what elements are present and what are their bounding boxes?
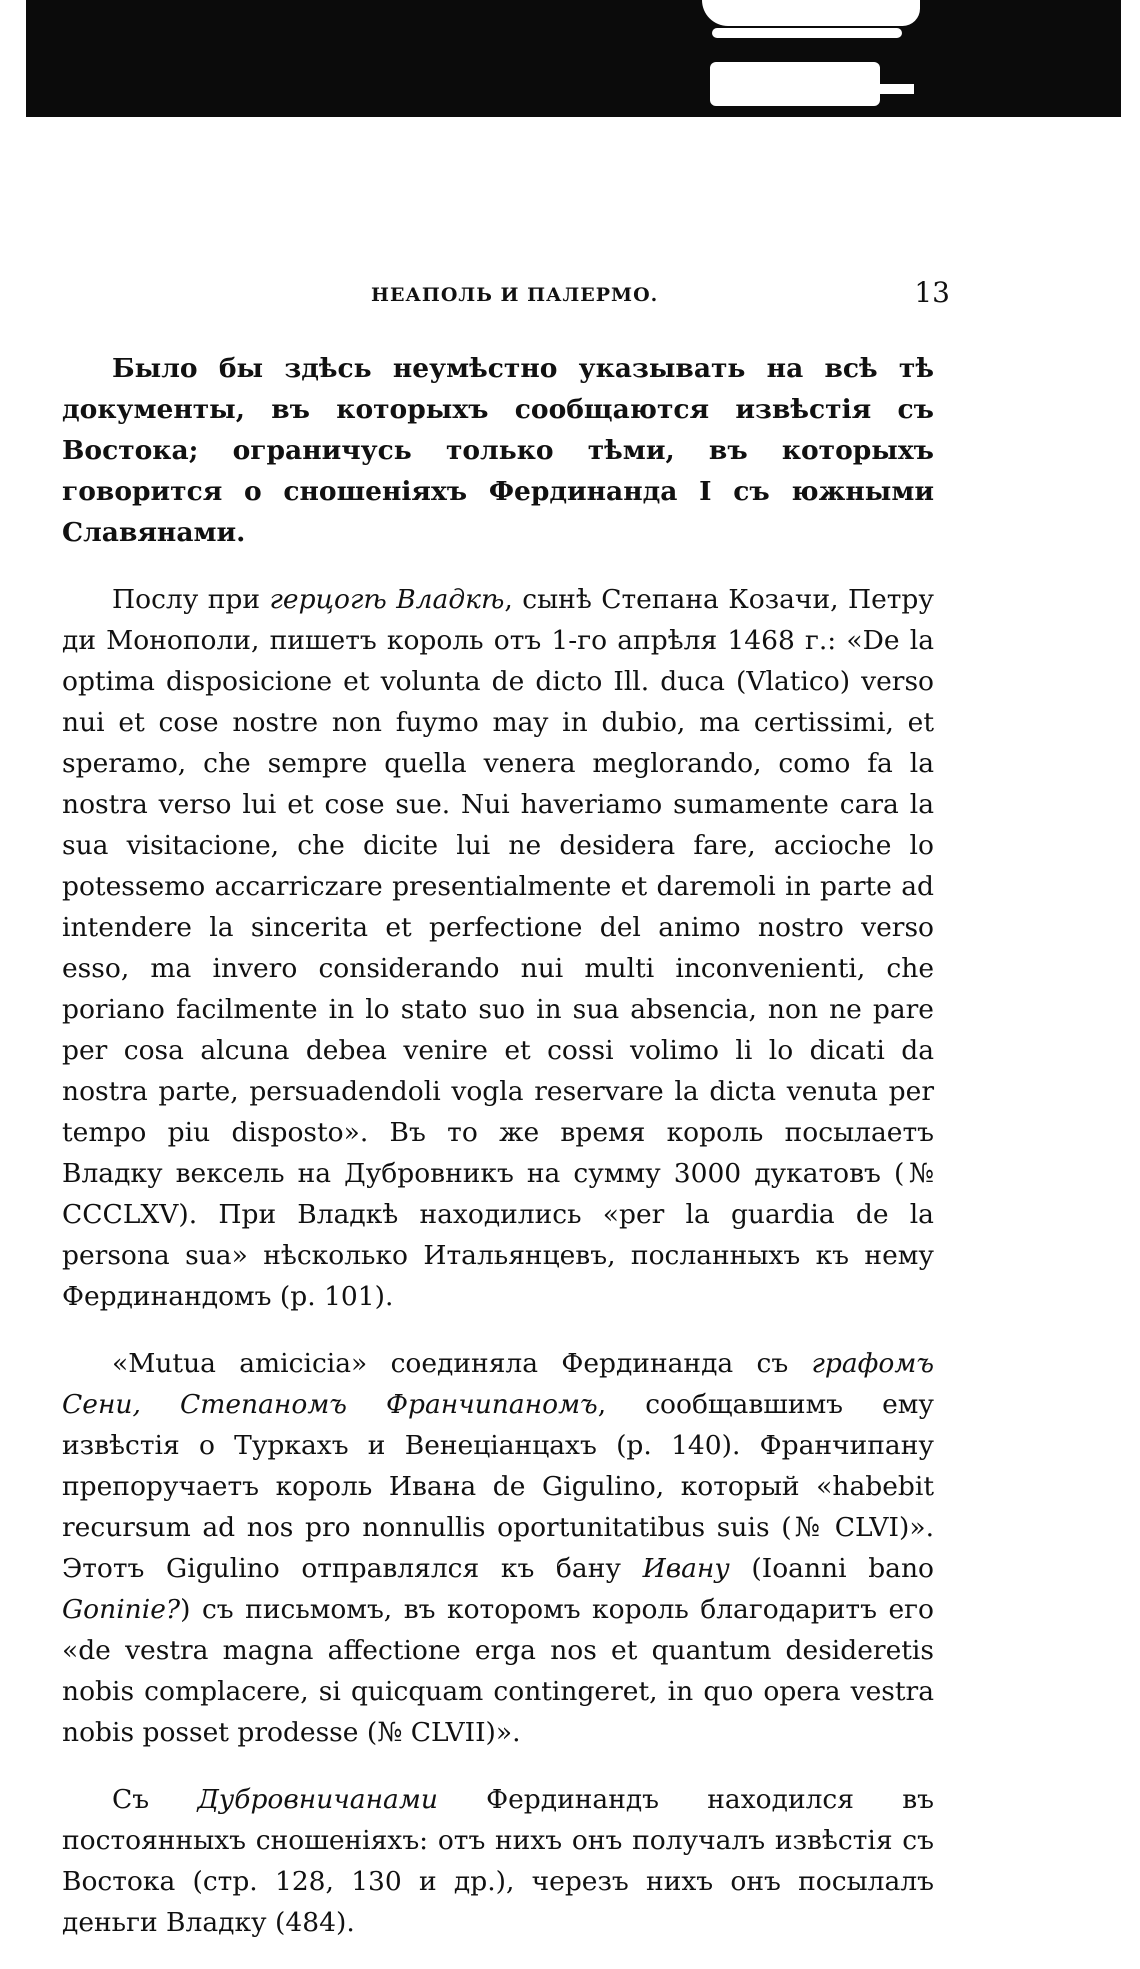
- running-title: НЕАПОЛЬ И ПАЛЕРМО.: [371, 284, 659, 306]
- italic-text: Goninie?: [62, 1594, 181, 1625]
- italic-text: графомъ Сени, Степаномъ Франчипаномъ: [62, 1348, 934, 1420]
- paragraph-text: Было бы здѣсь неумѣстно указывать на всѣ тѣ документы, въ которыхъ сообщаются извѣстія съ Востока; ограничусь только тѣми, въ которыхъ говорится о сношеніяхъ Фердинанда I съ южными Славянами.: [62, 353, 934, 548]
- page-header: [62, 276, 952, 316]
- italic-text: герцогѣ Владкѣ: [269, 584, 505, 615]
- scan-paper-tear: [1112, 0, 1121, 60]
- paragraph-text: , сообщавшимъ ему извѣстія о Туркахъ и Венеціанцахъ (р. 140). Франчипану препоручаетъ король Ивана de Gigulino, который «habebit recursum ad nos pro nonnullis oportunitatibus suis (№ CLVI)». Этотъ Gigulino отправлялся къ бану: [62, 1389, 934, 1584]
- paragraph-text: , сынѣ Степана Козачи, Петру ди Монополи, пишетъ король отъ 1-го апрѣля 1468 г.: «De la optima disposicione et volunta de dicto Ill. duca (Vlatico) verso nui et cose nostre non fuymo may in dubio, ma certissimi, et speramo, che sempre quella venera meglorando, como fa la nostra verso lui et cose sue. Nui haveriamo sumamente cara la sua visitacione, che dicite lui ne desidera fare, acciochе lo potessemo accarriczare presentialmente et daremoli in parte ad intendere la sincerita et perfectione del animo nostro verso esso, ma invero considerando nui multi inconvenienti, che poriano facilmente in lo stato suo in sua absencia, non ne pare per cosa alcuna debea venire et cossi volimo li lo dicati da nostra parte, persuadendoli vogla reservare la dicta venuta per tempo piu disposto». Въ то же время король посылаетъ Владку вексель на Дубровникъ на сумму 3000 дукатовъ (№ CCCLXV). При Владкѣ находились «per la guardia de la persona sua» нѣсколько Итальянцевъ, посланныхъ къ нему Фердинандомъ (р. 101).: [62, 584, 934, 1312]
- paragraph: [62, 1343, 934, 1753]
- paragraph-text: Съ: [112, 1784, 198, 1815]
- paragraph: [62, 348, 934, 553]
- scan-dark-margin: [26, 0, 1121, 117]
- paragraph-text: ) съ письмомъ, въ которомъ король благодаритъ его «de vestra magna affectione erga nos et quantum desideretis nobis complacere, si quicquam contingeret, in quo opera vestra nobis posset prodesse (№ CLVII)».: [62, 1594, 934, 1748]
- body-text: [62, 348, 934, 1969]
- scan-paper-tear: [710, 62, 880, 106]
- scan-paper-tear: [878, 84, 914, 94]
- italic-text: Дубровничанами: [197, 1784, 438, 1815]
- italic-text: Ивану: [642, 1553, 730, 1584]
- paragraph-text: (Ioanni bano: [729, 1553, 934, 1584]
- scan-paper-tear: [702, 0, 920, 26]
- page-number: 13: [914, 276, 950, 309]
- paragraph-text: Послу при: [112, 584, 270, 615]
- paragraph: [62, 579, 934, 1317]
- paragraph: [62, 1779, 934, 1943]
- scan-paper-tear: [712, 28, 902, 38]
- paragraph-text: Фердинандъ находился въ постоянныхъ сношеніяхъ: отъ нихъ онъ получалъ извѣстія съ Востока (стр. 128, 130 и др.), черезъ нихъ онъ посылалъ деньги Владку (484).: [62, 1784, 934, 1938]
- paragraph-text: «Mutua amicicia» соединяла Фердинанда съ: [112, 1348, 812, 1379]
